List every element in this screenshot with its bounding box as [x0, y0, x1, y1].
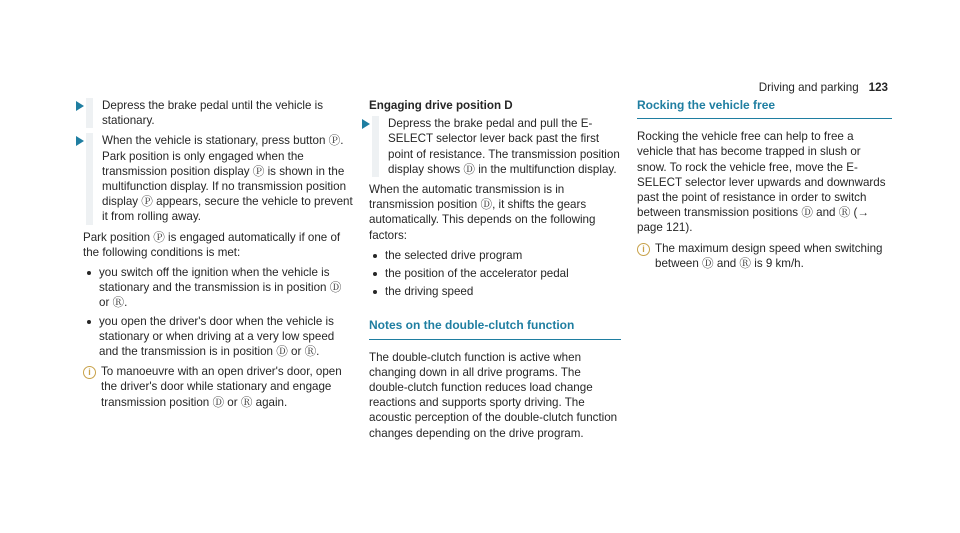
instruction-step: [86, 98, 353, 128]
instruction-step: [372, 116, 621, 177]
note-text: The maximum design speed when switching between Ⓓ and Ⓡ is 9 km/h.: [655, 241, 883, 270]
note-text: To manoeuvre with an open driver's door, open the driver's door while stationary and engage transmission position Ⓓ or Ⓡ again.: [101, 365, 342, 409]
info-icon: i: [637, 243, 650, 256]
column-middle: [369, 98, 621, 446]
list-item: you switch off the ignition when the vehicle is stationary and the transmission is in position Ⓓ or Ⓡ.: [83, 265, 353, 311]
section-body: Rocking the vehicle free can help to free a vehicle that has become trapped in slush or snow. To rock the vehicle free, move the E-SELECT selector lever upwards and downwards past the point of resistance in order to switch between transmission positions Ⓓ and Ⓡ (→ page 121).: [637, 130, 886, 235]
section-title: Notes on the double-clutch function: [369, 318, 621, 339]
step-text: Depress the brake pedal and pull the E-SELECT selector lever back past the first point of resistance. The transmission position display shows Ⓓ in the multifunction display.: [388, 117, 620, 176]
column-left: [83, 98, 353, 410]
info-note: [637, 241, 892, 271]
info-icon: i: [83, 366, 96, 379]
step-arrow-icon: [76, 136, 84, 146]
step-text: When the vehicle is stationary, press button Ⓟ. Park position is only engaged when the transmission position display Ⓟ is shown in the multifunction display. If no transmission position display Ⓟ appears, secure the vehicle to prevent it from rolling away.: [102, 134, 353, 224]
instruction-step: [86, 133, 353, 224]
page-number: 123: [868, 81, 888, 94]
list-item: you open the driver's door when the vehicle is stationary or when driving at a very low speed and the transmission is in position Ⓓ or Ⓡ.: [83, 314, 353, 360]
park-intro-text: Park position Ⓟ is engaged automatically if one of the following conditions is met:: [83, 230, 341, 259]
info-note: [83, 364, 353, 410]
list-item: the selected drive program: [369, 248, 621, 263]
section-title: Rocking the vehicle free: [637, 98, 892, 119]
body-text: When the automatic transmission is in transmission position Ⓓ, it shifts the gears automatically. This depends on the following factors:: [369, 183, 596, 242]
list-item: the position of the accelerator pedal: [369, 266, 621, 281]
page-header: [759, 80, 888, 95]
factor-list: [369, 248, 621, 300]
step-text: Depress the brake pedal until the vehicle is stationary.: [102, 99, 324, 128]
condition-list: [83, 265, 353, 359]
header-section: Driving and parking: [758, 81, 859, 94]
list-item: the driving speed: [369, 284, 621, 299]
section-body: The double-clutch function is active when changing down in all drive programs. The double-clutch function reduces load change reactions and supports sporty driving. The acoustic perception of the double-clutch function changes depending on the drive program.: [369, 350, 618, 440]
step-arrow-icon: [76, 101, 84, 111]
subheading: Engaging drive position D: [369, 99, 513, 112]
step-arrow-icon: [362, 119, 370, 129]
column-right: [637, 98, 892, 271]
